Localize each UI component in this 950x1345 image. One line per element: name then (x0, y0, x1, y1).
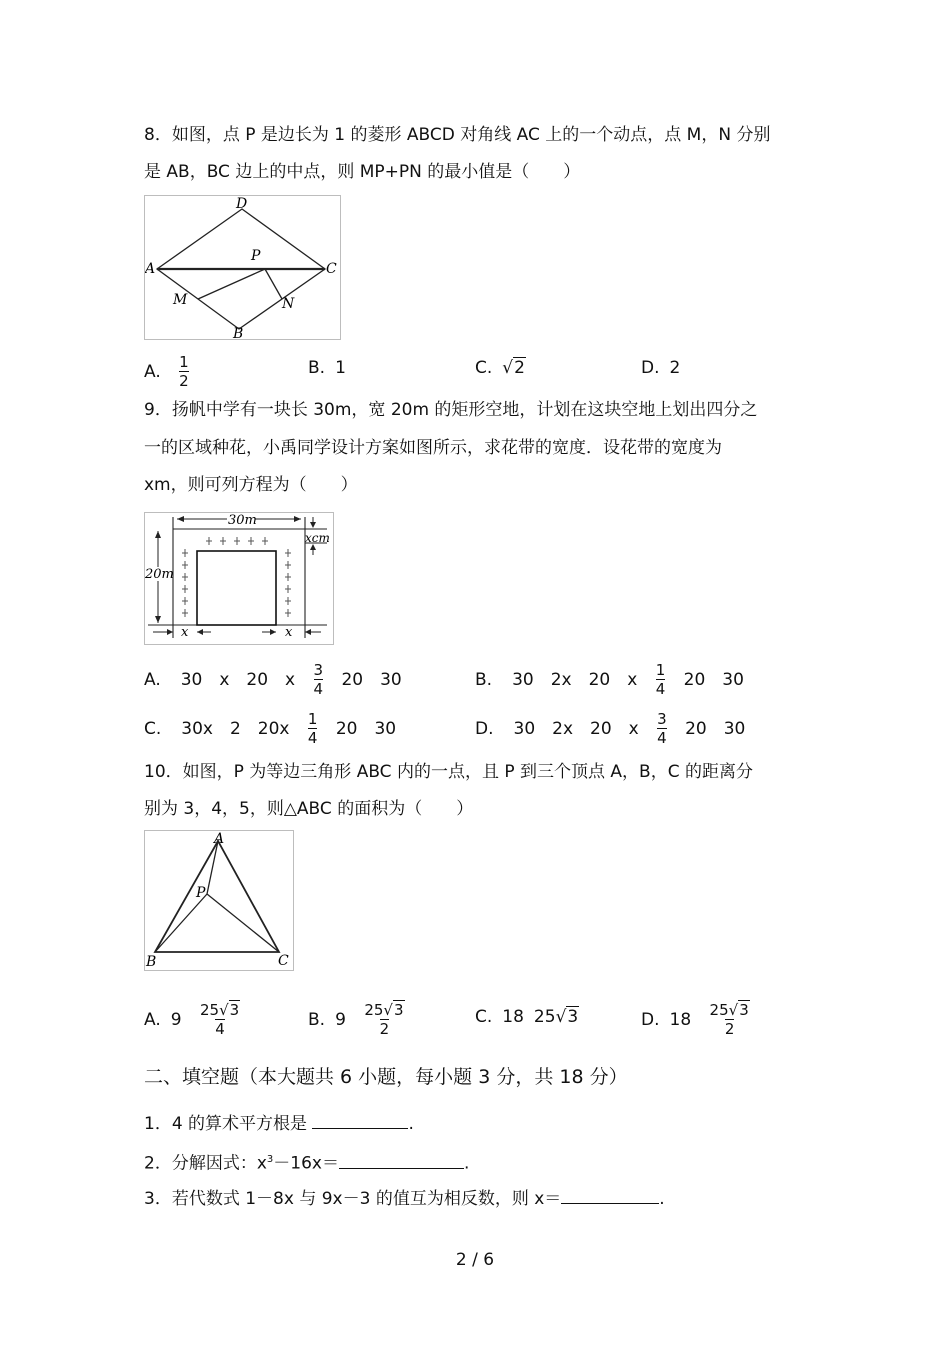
q10-opt-a-label: A. (144, 1010, 161, 1030)
q10-opt-d-den: 2 (724, 1020, 735, 1038)
q10-opt-a-den: 4 (215, 1020, 225, 1038)
q8-fig-label-n: N (282, 296, 295, 312)
flower-mark (285, 597, 291, 605)
q10-opt-d-int: 18 (669, 1010, 692, 1030)
fill-q1-period: . (408, 1114, 414, 1134)
q10-opt-b-label: B. (308, 1010, 326, 1030)
q10-opt-c-int: 18 (502, 1007, 524, 1027)
q9-fig-label-30m: 30m (228, 513, 257, 528)
q9-opt-a-label: A. (144, 670, 161, 690)
q10-opt-a-coef: 25 (199, 1001, 220, 1019)
fill-q1-answer-blank[interactable] (312, 1110, 408, 1129)
q8-fig-label-m: M (173, 292, 188, 308)
q9-opt-a-fraction (314, 662, 324, 698)
q8-opt-b-value: 1 (335, 358, 346, 378)
q8-fig-label-d: D (236, 196, 248, 212)
q9-fig-label-xcm: xcm (305, 531, 330, 545)
q10-opt-b-sqrt-sign: √ (383, 1001, 393, 1019)
q9-opt-d-rhs: 20 30 (685, 719, 746, 739)
q10-opt-b-int: 9 (335, 1010, 346, 1030)
q10-opt-b-radicand: 3 (393, 1001, 404, 1019)
q9-option-d (475, 711, 745, 747)
q9-opt-b-expr: 30 2x 20 x (512, 670, 638, 690)
q10-fig-label-p: P (196, 885, 206, 901)
q8-option-b (308, 356, 346, 380)
flower-mark (182, 585, 188, 593)
q8-option-d (641, 356, 680, 380)
fill-question-2 (144, 1148, 469, 1176)
flower-mark (285, 561, 291, 569)
q9-opt-a-num: 3 (313, 661, 324, 679)
q8-opt-c-sqrt-sign: √ (502, 358, 514, 378)
q9-opt-b-fraction (656, 662, 666, 698)
q10-fig-label-c: C (278, 953, 289, 969)
flower-mark (285, 549, 291, 557)
q9-opt-c-expr: 30x 2 20x (181, 719, 290, 739)
q10-opt-d-coef: 25 (709, 1001, 729, 1019)
q10-opt-a-radicand: 3 (229, 1001, 240, 1019)
q9-opt-b-rhs: 20 30 (683, 670, 744, 690)
fill-question-3 (144, 1185, 665, 1211)
q9-fig-label-x-right: x (285, 625, 293, 640)
flower-mark (262, 537, 268, 545)
q10-opt-a-int: 9 (170, 1010, 182, 1030)
fill-q2-expr: －16x＝ (273, 1153, 339, 1174)
q10-opt-b-num (364, 1002, 404, 1019)
q9-opt-d-expr: 30 2x 20 x (513, 719, 639, 739)
q9-opt-a-rhs: 20 30 (341, 670, 402, 690)
q10-option-b (308, 1002, 408, 1038)
q10-opt-d-num (710, 1002, 750, 1019)
flower-mark (182, 561, 188, 569)
q9-text-line2: 一的区域种花，小禹同学设计方案如图所示，求花带的宽度．设花带的宽度为 (144, 438, 722, 458)
q10-opt-b-coef: 25 (364, 1001, 384, 1019)
fill-q2-exponent: 3 (266, 1154, 274, 1165)
q9-opt-c-fraction (308, 711, 318, 747)
q8-option-a (144, 354, 192, 390)
q9-opt-c-rhs: 20 30 (335, 719, 397, 739)
q10-opt-d-fraction (710, 1002, 750, 1038)
q8-option-c (475, 356, 526, 380)
q8-opt-a-num: 1 (179, 353, 189, 371)
fill-q1-text: 1．4 的算术平方根是 (144, 1114, 308, 1134)
q8-opt-d-value: 2 (669, 358, 681, 378)
q9-text-line3: xm，则可列方程为（ ） (144, 475, 358, 495)
fill-question-1 (144, 1110, 414, 1136)
q8-opt-c-radicand: 2 (514, 358, 525, 378)
q9-opt-b-den: 4 (655, 680, 666, 698)
q8-fig-label-a: A (145, 261, 156, 277)
q9-fig-label-x-left: x (181, 625, 189, 640)
q9-opt-d-den: 4 (657, 729, 667, 747)
q8-opt-a-fraction (179, 354, 189, 390)
q10-opt-a-sqrt-sign: √ (219, 1001, 229, 1019)
q9-opt-d-fraction (657, 711, 667, 747)
flower-mark (285, 573, 291, 581)
q8-text-line2: 是 AB，BC 边上的中点，则 MP+PN 的最小值是（ ） (144, 162, 581, 182)
flower-mark (182, 549, 188, 557)
q9-option-b (475, 662, 744, 698)
q9-option-a (144, 662, 402, 698)
q10-opt-d-label: D. (641, 1010, 660, 1030)
q9-opt-d-num: 3 (657, 710, 667, 728)
q9-opt-b-num: 1 (655, 661, 666, 679)
q10-option-c (475, 1005, 579, 1029)
q10-opt-d-radicand: 3 (739, 1001, 749, 1019)
section-2-heading: 二、填空题（本大题共 6 小题，每小题 3 分，共 18 分） (144, 1066, 628, 1088)
q8-opt-b-label: B. (308, 358, 326, 378)
flower-mark (234, 537, 240, 545)
q9-opt-c-num: 1 (307, 710, 318, 728)
q10-text-line2: 别为 3，4，5，则△ABC 的面积为（ ） (144, 799, 474, 819)
q9-option-c (144, 711, 396, 747)
fill-q3-answer-blank[interactable] (561, 1185, 659, 1204)
q10-opt-a-num (200, 1002, 240, 1019)
q10-opt-b-den: 2 (379, 1020, 390, 1038)
q9-opt-c-label: C. (144, 719, 162, 739)
q9-text-line1: 9．扬帆中学有一块长 30m，宽 20m 的矩形空地，计划在这块空地上划出四分之 (144, 400, 758, 420)
q8-fig-label-b: B (233, 326, 244, 339)
q10-opt-a-fraction (200, 1002, 240, 1038)
flower-mark (248, 537, 254, 545)
q9-flower-marks (182, 537, 291, 617)
q8-opt-a-label: A. (144, 362, 161, 382)
q8-fig-label-p: P (251, 248, 261, 264)
q8-fig-label-c: C (326, 261, 337, 277)
q10-opt-c-radicand: 3 (567, 1007, 579, 1027)
fill-q2-text: 2．分解因式：x (144, 1153, 267, 1174)
q8-opt-c-sqrt (502, 356, 526, 380)
q9-opt-d-label: D. (475, 719, 494, 739)
q10-opt-c-coef: 25 (533, 1007, 556, 1027)
flower-mark (206, 537, 212, 545)
q9-opt-c-den: 4 (307, 729, 318, 747)
q8-opt-c-label: C. (475, 358, 493, 378)
q10-fig-label-b: B (146, 954, 157, 970)
q10-text-line1: 10．如图，P 为等边三角形 ABC 内的一点，且 P 到三个顶点 A，B，C 的距离分 (144, 762, 753, 782)
q10-triangle-figure (144, 830, 294, 971)
q10-opt-c-sqrt-sign: √ (555, 1007, 567, 1027)
q10-option-d (641, 1002, 753, 1038)
q9-garden-figure (144, 512, 334, 645)
q9-opt-a-den: 4 (313, 680, 324, 698)
q8-rhombus-figure (144, 195, 341, 340)
fill-q3-period: . (659, 1189, 665, 1209)
q8-text-line1: 8．如图，点 P 是边长为 1 的菱形 ABCD 对角线 AC 上的一个动点，点 M，N 分别 (144, 125, 771, 145)
q10-opt-c-label: C. (475, 1007, 493, 1027)
page-number: 2 / 6 (455, 1250, 495, 1270)
flower-mark (182, 597, 188, 605)
q10-opt-d-sqrt-sign: √ (728, 1001, 739, 1019)
flower-mark (182, 609, 188, 617)
q8-opt-a-den: 2 (179, 372, 189, 390)
fill-q2-period: . (463, 1153, 470, 1174)
q10-fig-label-a: A (214, 831, 225, 847)
fill-q3-text: 3．若代数式 1－8x 与 9x－3 的值互为相反数，则 x＝ (144, 1189, 562, 1209)
fill-q2-answer-blank[interactable] (339, 1150, 464, 1169)
q9-fig-label-20m: 20m (145, 567, 174, 582)
q8-opt-d-label: D. (641, 358, 660, 378)
q9-opt-b-label: B. (475, 670, 493, 690)
q10-opt-b-fraction (364, 1002, 404, 1038)
flower-mark (182, 573, 188, 581)
q9-opt-a-expr: 30 x 20 x (180, 670, 296, 690)
flower-mark (220, 537, 226, 545)
flower-mark (285, 609, 291, 617)
q10-option-a (144, 1002, 243, 1038)
flower-mark (285, 585, 291, 593)
